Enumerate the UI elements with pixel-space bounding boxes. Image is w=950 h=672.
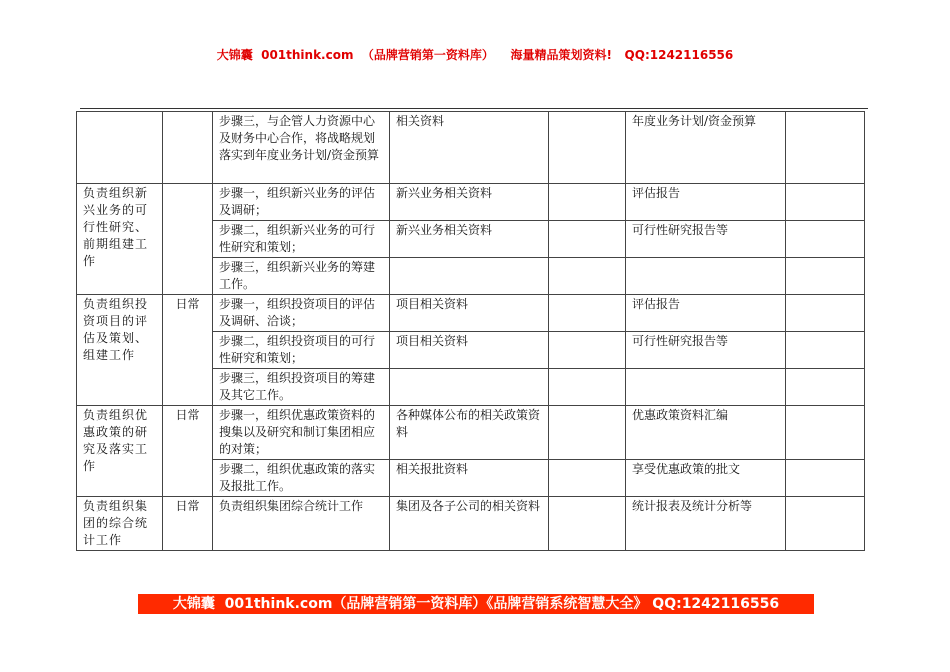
table-row [77,295,865,332]
material-cell [390,258,549,295]
task-cell: 负责组织投资项目的评估及策划、组建工作 [77,295,163,406]
empty-cell [549,184,626,221]
step-cell: 步骤二，组织投资项目的可行性研究和策划； [213,332,390,369]
empty-cell [549,258,626,295]
empty-cell [786,497,865,551]
task-cell: 负责组织集团的综合统计工作 [77,497,163,551]
output-cell [626,258,786,295]
empty-cell [549,221,626,258]
step-cell: 步骤一，组织优惠政策资料的搜集以及研究和制订集团相应的对策； [213,406,390,460]
empty-cell [786,258,865,295]
output-cell: 可行性研究报告等 [626,332,786,369]
task-cell: 负责组织优惠政策的研究及落实工作 [77,406,163,497]
empty-cell [549,112,626,184]
empty-cell [549,295,626,332]
footer-banner: 大锦囊 001think.com（品牌营销第一资料库）《品牌营销系统智慧大全》 QQ:1242116556 [138,594,814,614]
task-cell: 负责组织新兴业务的可行性研究、前期组建工作 [77,184,163,295]
empty-cell [549,369,626,406]
material-cell: 项目相关资料 [390,332,549,369]
step-cell: 步骤三，组织投资项目的筹建及其它工作。 [213,369,390,406]
frequency-cell: 日常 [163,295,213,406]
task-cell [77,112,163,184]
empty-cell [786,332,865,369]
material-cell: 新兴业务相关资料 [390,221,549,258]
output-cell: 优惠政策资料汇编 [626,406,786,460]
responsibility-table [76,111,865,551]
step-cell: 步骤三，与企管人力资源中心及财务中心合作，将战略规划落实到年度业务计划/资金预算 [213,112,390,184]
output-cell: 评估报告 [626,184,786,221]
material-cell [390,369,549,406]
empty-cell [786,369,865,406]
empty-cell [549,406,626,460]
output-cell: 享受优惠政策的批文 [626,460,786,497]
table-row [77,184,865,221]
step-cell: 步骤二，组织新兴业务的可行性研究和策划； [213,221,390,258]
empty-cell [549,460,626,497]
header-banner: 大锦囊 001think.com （品牌营销第一资料库） 海量精品策划资料! QQ:1242116556 [216,48,734,62]
empty-cell [786,184,865,221]
step-cell: 步骤一，组织投资项目的评估及调研、洽谈； [213,295,390,332]
empty-cell [786,460,865,497]
empty-cell [786,112,865,184]
empty-cell [786,221,865,258]
frequency-cell: 日常 [163,406,213,497]
step-cell: 步骤三，组织新兴业务的筹建工作。 [213,258,390,295]
empty-cell [549,332,626,369]
table-row [77,112,865,184]
output-cell: 年度业务计划/资金预算 [626,112,786,184]
table-row [77,406,865,460]
material-cell: 集团及各子公司的相关资料 [390,497,549,551]
material-cell: 相关报批资料 [390,460,549,497]
frequency-cell: 日常 [163,497,213,551]
output-cell [626,369,786,406]
material-cell: 项目相关资料 [390,295,549,332]
material-cell: 各种媒体公布的相关政策资料 [390,406,549,460]
output-cell: 统计报表及统计分析等 [626,497,786,551]
empty-cell [549,497,626,551]
output-cell: 可行性研究报告等 [626,221,786,258]
frequency-cell [163,112,213,184]
material-cell: 相关资料 [390,112,549,184]
step-cell: 步骤一，组织新兴业务的评估及调研； [213,184,390,221]
table-row [77,497,865,551]
material-cell: 新兴业务相关资料 [390,184,549,221]
header-divider [80,108,868,109]
empty-cell [786,406,865,460]
output-cell: 评估报告 [626,295,786,332]
step-cell: 负责组织集团综合统计工作 [213,497,390,551]
frequency-cell [163,184,213,295]
empty-cell [786,295,865,332]
step-cell: 步骤二，组织优惠政策的落实及报批工作。 [213,460,390,497]
